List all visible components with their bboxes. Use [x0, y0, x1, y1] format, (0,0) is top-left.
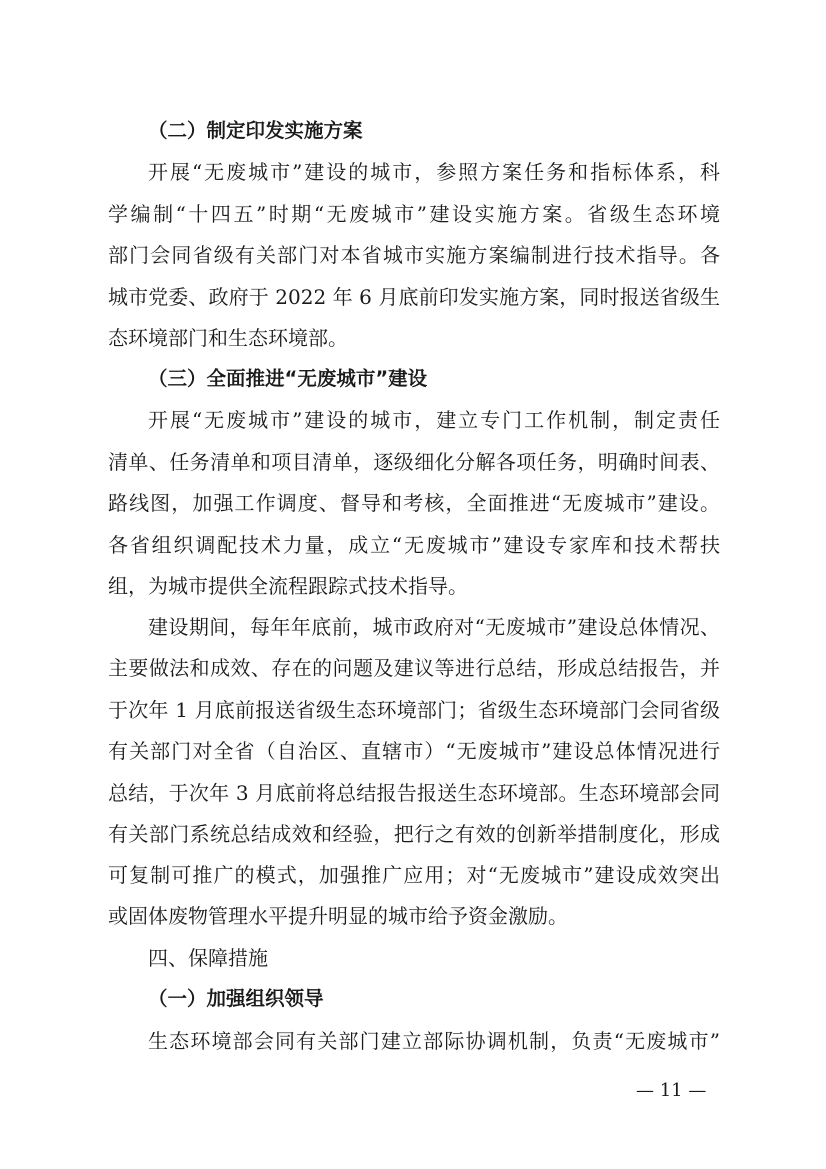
- paragraph-line: 开展“无废城市”建设的城市，建立专门工作机制，制定责任: [148, 408, 720, 432]
- paragraph-line: 路线图，加强工作调度、督导和考核，全面推进“无废城市”建设。: [108, 491, 720, 515]
- paragraph-line: 部门会同省级有关部门对本省城市实施方案编制进行技术指导。各: [108, 243, 720, 267]
- paragraph-line: 学编制“十四五”时期“无废城市”建设实施方案。省级生态环境: [108, 202, 720, 226]
- paragraph-line: 可复制可推广的模式，加强推广应用；对“无废城市”建设成效突出: [108, 863, 720, 887]
- paragraph-line: 清单、任务清单和项目清单，逐级细化分解各项任务，明确时间表、: [108, 450, 720, 474]
- paragraph-line: 各省组织调配技术力量，成立“无废城市”建设专家库和技术帮扶: [108, 533, 720, 557]
- page-number: — 11 —: [636, 1080, 707, 1101]
- paragraph-line: 开展“无废城市”建设的城市，参照方案任务和指标体系，科: [148, 160, 720, 184]
- paragraph-line: 或固体废物管理水平提升明显的城市给予资金激励。: [108, 904, 568, 928]
- paragraph-line: 总结，于次年 3 月底前将总结报告报送生态环境部。生态环境部会同: [108, 781, 720, 805]
- section-heading-2: （二）制定印发实施方案: [148, 119, 363, 142]
- section-heading-1: （一）加强组织领导: [148, 987, 324, 1010]
- section-heading-3: （三）全面推进“无废城市”建设: [148, 367, 428, 390]
- paragraph-line: 建设期间，每年年底前，城市政府对“无废城市”建设总体情况、: [148, 615, 720, 639]
- paragraph-line: 态环境部门和生态环境部。: [108, 326, 348, 350]
- paragraph-line: 于次年 1 月底前报送省级生态环境部门；省级生态环境部门会同省级: [108, 698, 720, 722]
- paragraph-line: 生态环境部会同有关部门建立部际协调机制，负责“无废城市”: [148, 1029, 720, 1053]
- paragraph-line: 有关部门系统总结成效和经验，把行之有效的创新举措制度化，形成: [108, 822, 720, 846]
- chapter-heading: 四、保障措施: [148, 946, 268, 970]
- paragraph-line: 主要做法和成效、存在的问题及建议等进行总结，形成总结报告，并: [108, 656, 720, 680]
- paragraph-line: 城市党委、政府于 2022 年 6 月底前印发实施方案，同时报送省级生: [108, 285, 720, 309]
- paragraph-line: 组，为城市提供全流程跟踪式技术指导。: [108, 574, 468, 598]
- paragraph-line: 有关部门对全省（自治区、直辖市）“无废城市”建设总体情况进行: [108, 739, 720, 763]
